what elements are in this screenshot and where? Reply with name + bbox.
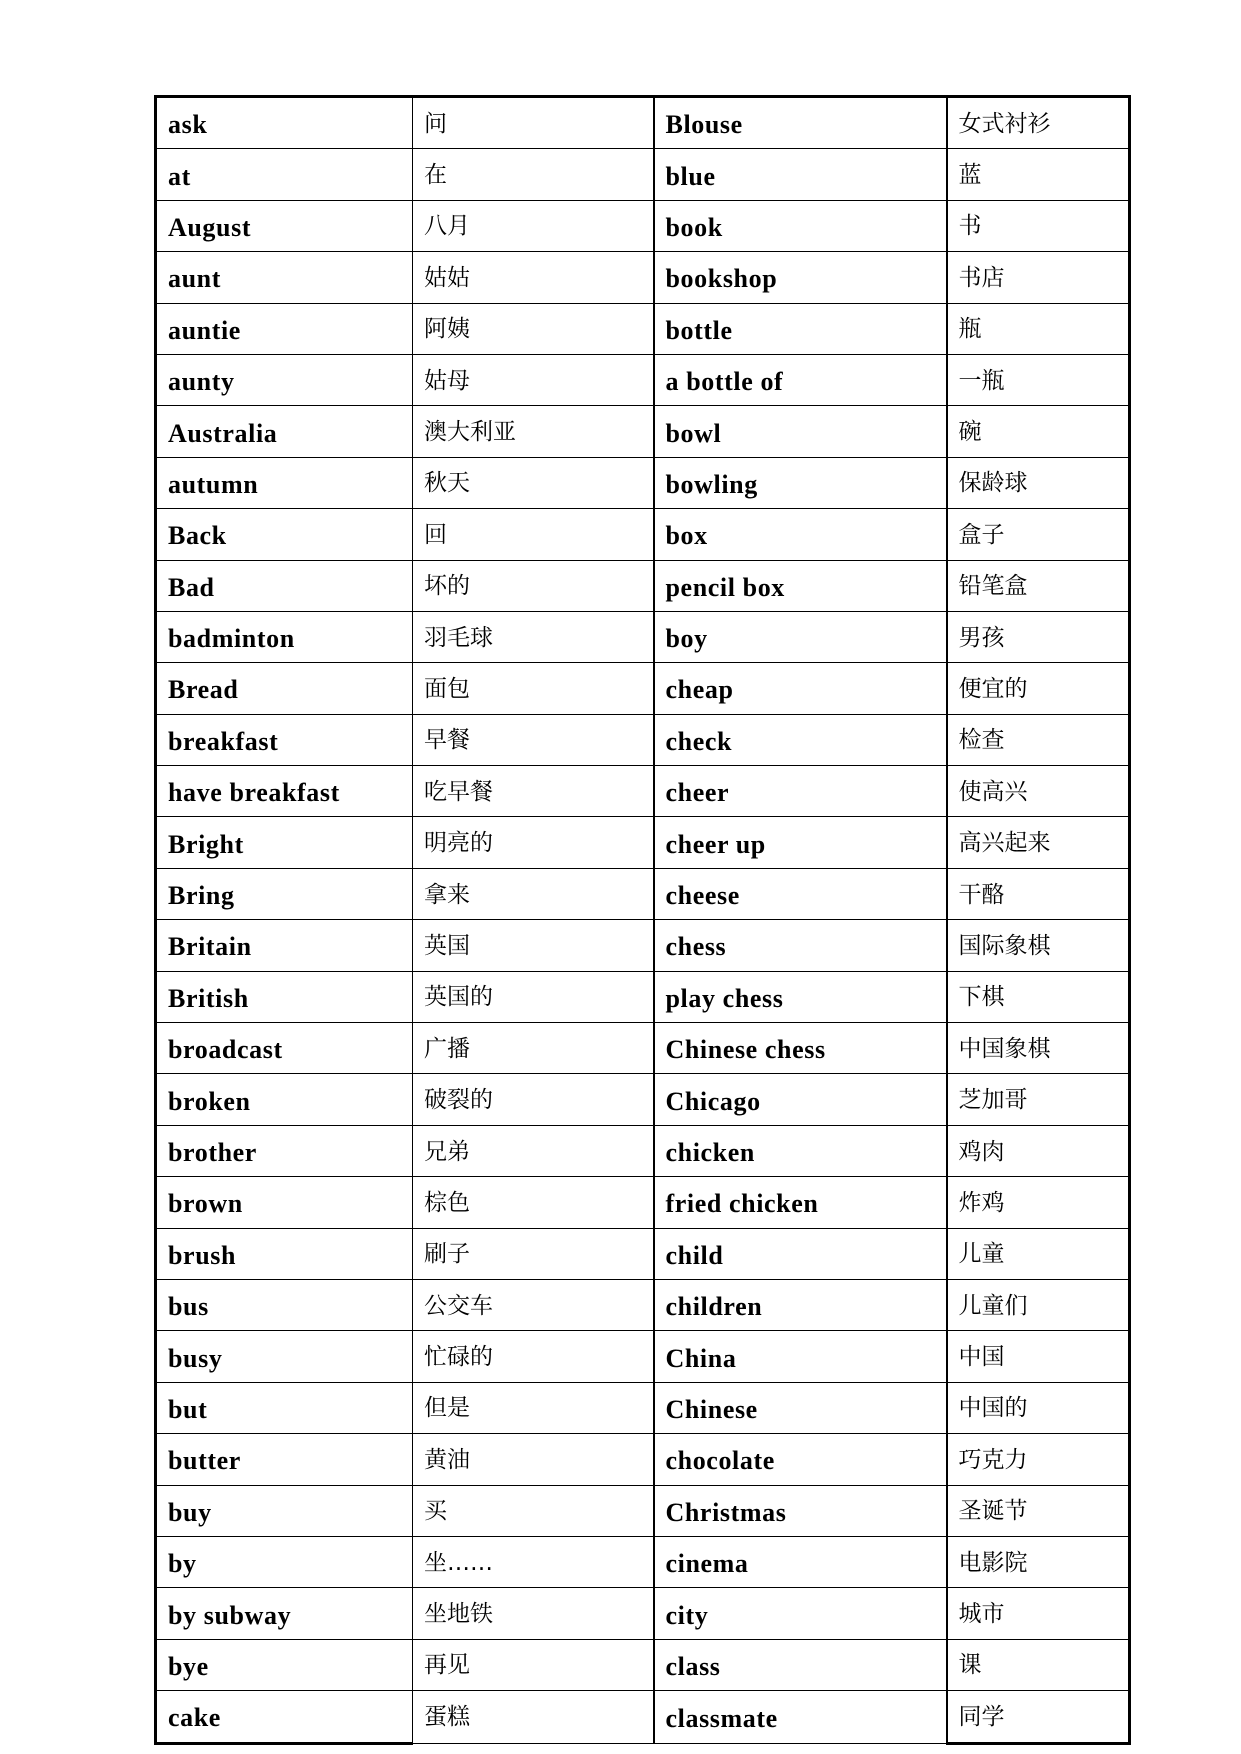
chinese-meaning-cell: 明亮的 <box>413 817 654 868</box>
chinese-meaning-cell: 英国的 <box>413 971 654 1022</box>
table-row <box>156 1228 1130 1279</box>
table-row <box>156 303 1130 354</box>
english-word-cell: bye <box>156 1639 413 1690</box>
chinese-meaning-cell: 兄弟 <box>413 1125 654 1176</box>
table-row <box>156 1177 1130 1228</box>
chinese-meaning-cell: 国际象棋 <box>947 920 1130 971</box>
english-word-cell: aunty <box>156 354 413 405</box>
chinese-meaning-cell: 干酪 <box>947 868 1130 919</box>
chinese-meaning-cell: 蓝 <box>947 149 1130 200</box>
english-word-cell: brown <box>156 1177 413 1228</box>
chinese-meaning-cell: 早餐 <box>413 714 654 765</box>
chinese-meaning-cell: 高兴起来 <box>947 817 1130 868</box>
chinese-meaning-cell: 保龄球 <box>947 457 1130 508</box>
chinese-meaning-cell: 碗 <box>947 406 1130 457</box>
chinese-meaning-cell: 芝加哥 <box>947 1074 1130 1125</box>
table-row <box>156 354 1130 405</box>
chinese-meaning-cell: 铅笔盒 <box>947 560 1130 611</box>
english-word-cell: China <box>654 1331 947 1382</box>
english-word-cell: Britain <box>156 920 413 971</box>
chinese-meaning-cell: 姑母 <box>413 354 654 405</box>
english-word-cell: bowling <box>654 457 947 508</box>
table-row <box>156 406 1130 457</box>
chinese-meaning-cell: 中国的 <box>947 1382 1130 1433</box>
english-word-cell: by subway <box>156 1588 413 1639</box>
table-row <box>156 1639 1130 1690</box>
english-word-cell: cheer up <box>654 817 947 868</box>
chinese-meaning-cell: 面包 <box>413 663 654 714</box>
table-row <box>156 1023 1130 1074</box>
english-word-cell: by <box>156 1536 413 1587</box>
chinese-meaning-cell: 吃早餐 <box>413 766 654 817</box>
english-word-cell: bottle <box>654 303 947 354</box>
english-word-cell: broken <box>156 1074 413 1125</box>
table-row <box>156 611 1130 662</box>
chinese-meaning-cell: 鸡肉 <box>947 1125 1130 1176</box>
english-word-cell: bus <box>156 1279 413 1330</box>
english-word-cell: children <box>654 1279 947 1330</box>
table-row <box>156 252 1130 303</box>
chinese-meaning-cell: 同学 <box>947 1691 1130 1743</box>
table-row <box>156 1588 1130 1639</box>
table-row <box>156 1331 1130 1382</box>
table-row <box>156 1125 1130 1176</box>
table-row <box>156 200 1130 251</box>
chinese-meaning-cell: 课 <box>947 1639 1130 1690</box>
english-word-cell: class <box>654 1639 947 1690</box>
table-row <box>156 560 1130 611</box>
chinese-meaning-cell: 姑姑 <box>413 252 654 303</box>
english-word-cell: city <box>654 1588 947 1639</box>
chinese-meaning-cell: 回 <box>413 509 654 560</box>
table-row <box>156 1074 1130 1125</box>
table-row <box>156 1536 1130 1587</box>
english-word-cell: book <box>654 200 947 251</box>
chinese-meaning-cell: 刷子 <box>413 1228 654 1279</box>
english-word-cell: fried chicken <box>654 1177 947 1228</box>
table-row <box>156 1434 1130 1485</box>
english-word-cell: British <box>156 971 413 1022</box>
english-word-cell: Bread <box>156 663 413 714</box>
english-word-cell: cheap <box>654 663 947 714</box>
english-word-cell: Australia <box>156 406 413 457</box>
english-word-cell: pencil box <box>654 560 947 611</box>
chinese-meaning-cell: 坐地铁 <box>413 1588 654 1639</box>
english-word-cell: but <box>156 1382 413 1433</box>
english-word-cell: Back <box>156 509 413 560</box>
chinese-meaning-cell: 圣诞节 <box>947 1485 1130 1536</box>
chinese-meaning-cell: 书 <box>947 200 1130 251</box>
chinese-meaning-cell: 儿童 <box>947 1228 1130 1279</box>
chinese-meaning-cell: 八月 <box>413 200 654 251</box>
english-word-cell: ask <box>156 97 413 149</box>
table-row <box>156 97 1130 149</box>
english-word-cell: blue <box>654 149 947 200</box>
chinese-meaning-cell: 中国象棋 <box>947 1023 1130 1074</box>
chinese-meaning-cell: 儿童们 <box>947 1279 1130 1330</box>
chinese-meaning-cell: 一瓶 <box>947 354 1130 405</box>
chinese-meaning-cell: 在 <box>413 149 654 200</box>
vocabulary-table-body <box>156 97 1130 1744</box>
chinese-meaning-cell: 盒子 <box>947 509 1130 560</box>
chinese-meaning-cell: 坐…… <box>413 1536 654 1587</box>
chinese-meaning-cell: 巧克力 <box>947 1434 1130 1485</box>
english-word-cell: buy <box>156 1485 413 1536</box>
english-word-cell: butter <box>156 1434 413 1485</box>
table-row <box>156 766 1130 817</box>
table-row <box>156 1382 1130 1433</box>
chinese-meaning-cell: 炸鸡 <box>947 1177 1130 1228</box>
chinese-meaning-cell: 澳大利亚 <box>413 406 654 457</box>
english-word-cell: child <box>654 1228 947 1279</box>
english-word-cell: Chinese chess <box>654 1023 947 1074</box>
chinese-meaning-cell: 检查 <box>947 714 1130 765</box>
chinese-meaning-cell: 中国 <box>947 1331 1130 1382</box>
english-word-cell: cheer <box>654 766 947 817</box>
chinese-meaning-cell: 再见 <box>413 1639 654 1690</box>
chinese-meaning-cell: 但是 <box>413 1382 654 1433</box>
english-word-cell: brush <box>156 1228 413 1279</box>
chinese-meaning-cell: 忙碌的 <box>413 1331 654 1382</box>
chinese-meaning-cell: 问 <box>413 97 654 149</box>
english-word-cell: a bottle of <box>654 354 947 405</box>
chinese-meaning-cell: 蛋糕 <box>413 1691 654 1743</box>
table-row <box>156 509 1130 560</box>
chinese-meaning-cell: 羽毛球 <box>413 611 654 662</box>
vocabulary-table <box>154 95 1131 1745</box>
english-word-cell: breakfast <box>156 714 413 765</box>
chinese-meaning-cell: 破裂的 <box>413 1074 654 1125</box>
english-word-cell: cake <box>156 1691 413 1743</box>
table-row <box>156 714 1130 765</box>
english-word-cell: autumn <box>156 457 413 508</box>
english-word-cell: chocolate <box>654 1434 947 1485</box>
english-word-cell: Blouse <box>654 97 947 149</box>
table-row <box>156 457 1130 508</box>
english-word-cell: at <box>156 149 413 200</box>
chinese-meaning-cell: 下棋 <box>947 971 1130 1022</box>
english-word-cell: cinema <box>654 1536 947 1587</box>
chinese-meaning-cell: 女式衬衫 <box>947 97 1130 149</box>
english-word-cell: busy <box>156 1331 413 1382</box>
table-row <box>156 663 1130 714</box>
table-row <box>156 1485 1130 1536</box>
chinese-meaning-cell: 秋天 <box>413 457 654 508</box>
english-word-cell: Christmas <box>654 1485 947 1536</box>
english-word-cell: classmate <box>654 1691 947 1743</box>
english-word-cell: bowl <box>654 406 947 457</box>
english-word-cell: chicken <box>654 1125 947 1176</box>
chinese-meaning-cell: 瓶 <box>947 303 1130 354</box>
chinese-meaning-cell: 电影院 <box>947 1536 1130 1587</box>
english-word-cell: bookshop <box>654 252 947 303</box>
table-row <box>156 1691 1130 1743</box>
english-word-cell: Bad <box>156 560 413 611</box>
english-word-cell: Chinese <box>654 1382 947 1433</box>
english-word-cell: check <box>654 714 947 765</box>
chinese-meaning-cell: 广播 <box>413 1023 654 1074</box>
english-word-cell: play chess <box>654 971 947 1022</box>
english-word-cell: cheese <box>654 868 947 919</box>
table-row <box>156 868 1130 919</box>
english-word-cell: have breakfast <box>156 766 413 817</box>
english-word-cell: Bright <box>156 817 413 868</box>
chinese-meaning-cell: 拿来 <box>413 868 654 919</box>
table-row <box>156 971 1130 1022</box>
chinese-meaning-cell: 棕色 <box>413 1177 654 1228</box>
chinese-meaning-cell: 男孩 <box>947 611 1130 662</box>
table-row <box>156 1279 1130 1330</box>
chinese-meaning-cell: 黄油 <box>413 1434 654 1485</box>
english-word-cell: Chicago <box>654 1074 947 1125</box>
english-word-cell: broadcast <box>156 1023 413 1074</box>
english-word-cell: brother <box>156 1125 413 1176</box>
chinese-meaning-cell: 便宜的 <box>947 663 1130 714</box>
table-row <box>156 817 1130 868</box>
chinese-meaning-cell: 城市 <box>947 1588 1130 1639</box>
chinese-meaning-cell: 公交车 <box>413 1279 654 1330</box>
english-word-cell: August <box>156 200 413 251</box>
chinese-meaning-cell: 买 <box>413 1485 654 1536</box>
chinese-meaning-cell: 阿姨 <box>413 303 654 354</box>
english-word-cell: boy <box>654 611 947 662</box>
table-row <box>156 149 1130 200</box>
chinese-meaning-cell: 使高兴 <box>947 766 1130 817</box>
english-word-cell: box <box>654 509 947 560</box>
chinese-meaning-cell: 坏的 <box>413 560 654 611</box>
table-row <box>156 920 1130 971</box>
english-word-cell: aunt <box>156 252 413 303</box>
english-word-cell: auntie <box>156 303 413 354</box>
english-word-cell: Bring <box>156 868 413 919</box>
english-word-cell: badminton <box>156 611 413 662</box>
english-word-cell: chess <box>654 920 947 971</box>
chinese-meaning-cell: 书店 <box>947 252 1130 303</box>
chinese-meaning-cell: 英国 <box>413 920 654 971</box>
